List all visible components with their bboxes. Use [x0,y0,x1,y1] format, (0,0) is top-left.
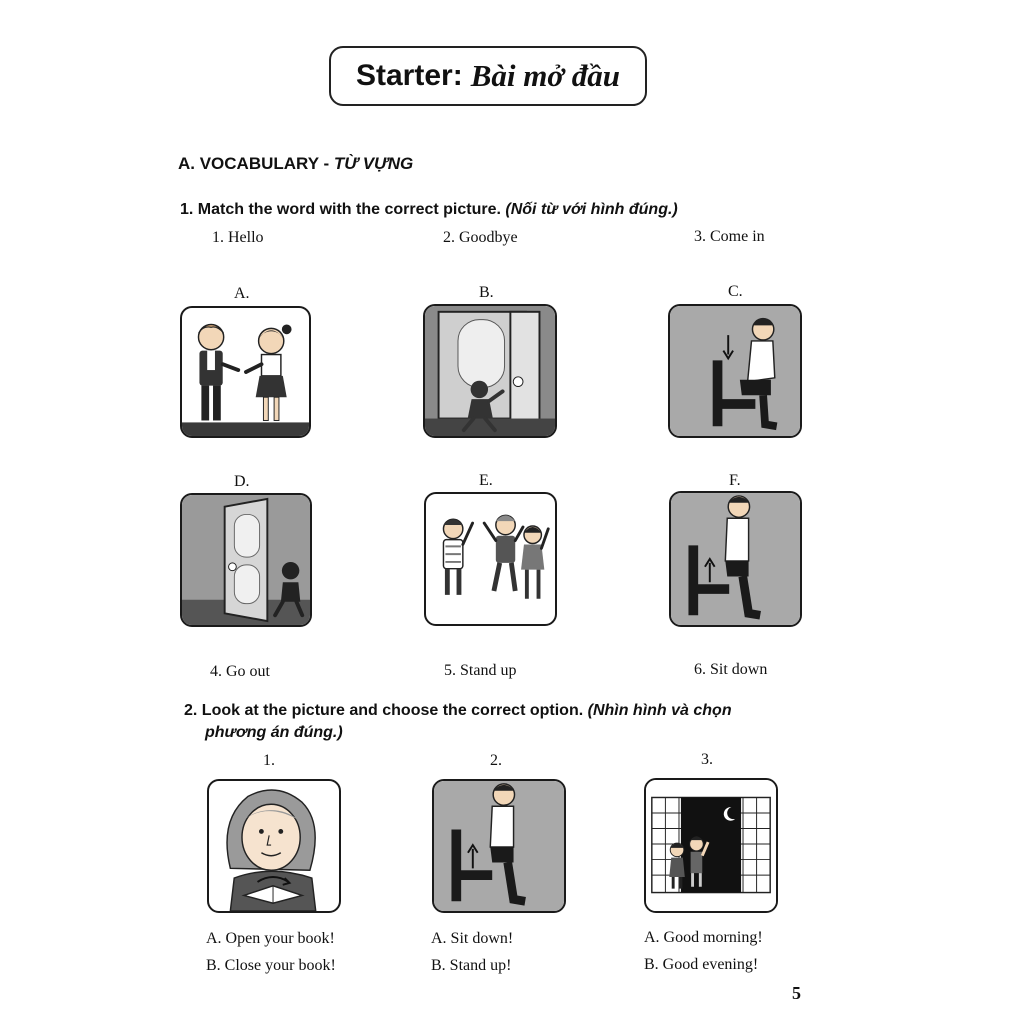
ex2-number-2: 2. [490,752,502,769]
picture-f-man-standing-up [669,491,802,627]
ex2-picture-1-girl-opening-book [207,779,341,913]
word-hello: 1. Hello [212,229,264,246]
letter-f: F. [729,472,741,489]
ex2-item-1-option-a: A. Open your book! [206,930,335,947]
ex1-instruction [180,201,678,219]
word-sit-down: 6. Sit down [694,661,768,678]
ex2-item-2-option-a: A. Sit down! [431,930,514,947]
letter-c: C. [728,283,743,300]
word-goodbye: 2. Goodbye [443,229,518,246]
ex2-instruction-line2 [205,724,343,742]
letter-b: B. [479,284,494,301]
ex2-number-3: 3. [701,751,713,768]
picture-a-two-kids-greeting [180,306,311,438]
picture-d-child-leaving-door [180,493,312,627]
page-title [329,46,647,106]
ex2-item-1-option-b: B. Close your book! [206,957,336,974]
ex2-picture-3-kids-at-night-window [644,778,778,913]
page-number: 5 [792,983,801,1003]
ex2-item-3-option-a: A. Good morning! [644,929,763,946]
letter-a: A. [234,285,250,302]
ex2-instruction-vi-2: phương án đúng.) [205,724,343,741]
picture-b-girl-entering-door [423,304,557,438]
section-a-label: A. VOCABULARY - [178,154,334,173]
title-main: Starter: [356,59,463,92]
ex2-item-2-option-b: B. Stand up! [431,957,512,974]
picture-c-man-sitting-down [668,304,802,438]
word-come-in: 3. Come in [694,228,765,245]
ex2-instruction-en: 2. Look at the picture and choose the correct option. [184,702,588,719]
picture-e-kids-waving [424,492,557,626]
letter-e: E. [479,472,493,489]
letter-d: D. [234,473,250,490]
ex2-instruction-vi-1: (Nhìn hình và chọn [587,702,732,719]
ex2-instruction [184,702,824,720]
section-a-heading [178,154,413,174]
ex2-item-3-option-b: B. Good evening! [644,956,759,973]
ex1-instruction-vi: (Nối từ với hình đúng.) [505,201,678,218]
ex2-number-1: 1. [263,752,275,769]
ex1-instruction-en: 1. Match the word with the correct picture. [180,201,506,218]
title-sub: Bài mở đầu [470,58,620,93]
word-go-out: 4. Go out [210,663,270,680]
ex2-picture-2-man-standing-up [432,779,566,913]
section-a-label-vi: TỪ VỰNG [333,154,414,173]
word-stand-up: 5. Stand up [444,662,517,679]
